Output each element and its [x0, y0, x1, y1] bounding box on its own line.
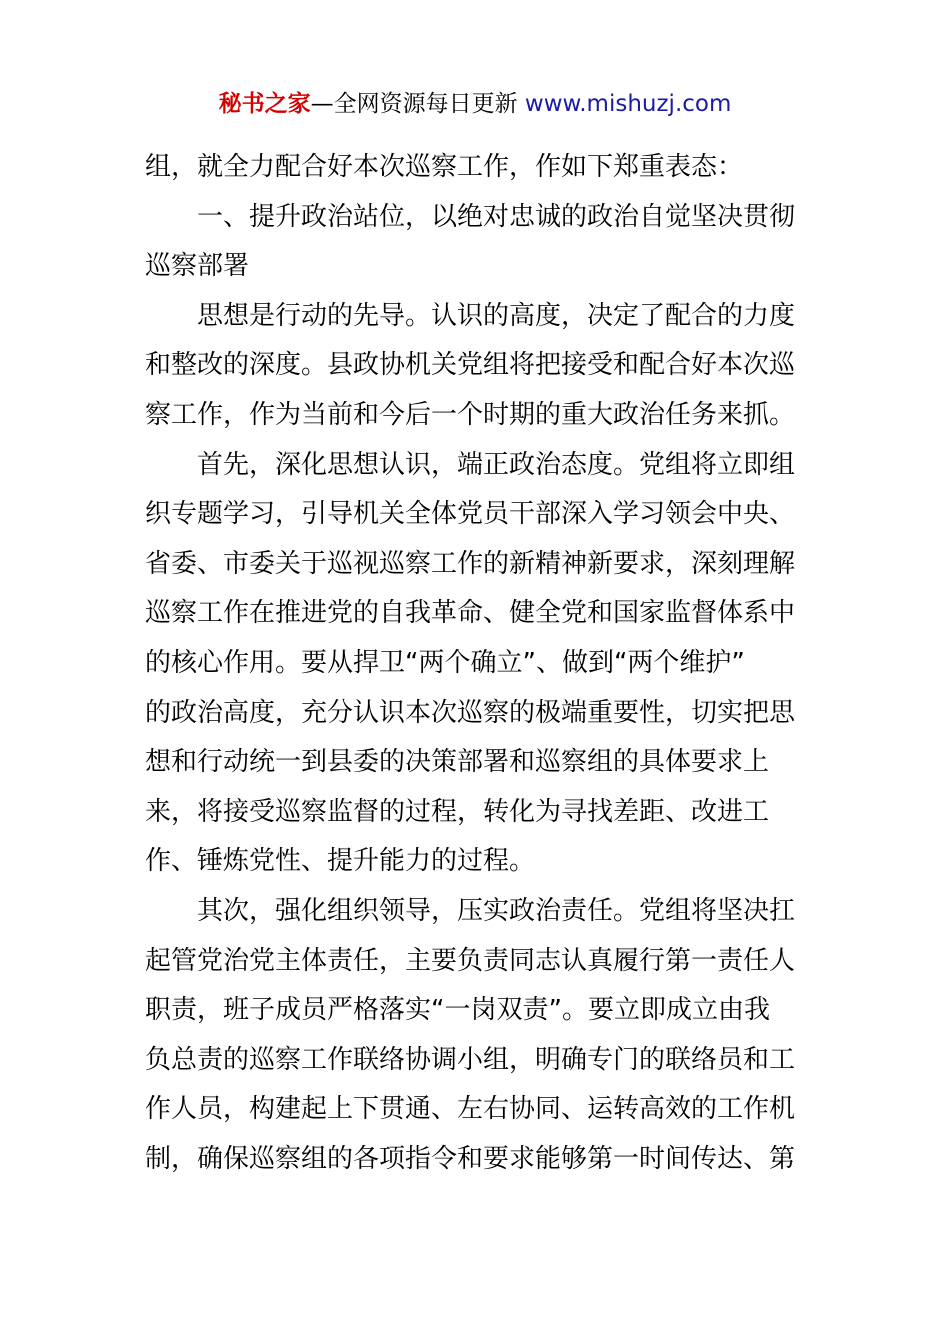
text-line: 作人员，构建起上下贯通、左右协同、运转高效的工作机	[145, 1094, 796, 1125]
text-line: 作、锤炼党性、提升能力的过程。	[145, 846, 536, 877]
text-line: 负总责的巡察工作联络协调小组，明确专门的联络员和工	[145, 1044, 796, 1075]
text-line: 织专题学习，引导机关全体党员干部深入学习领会中央、	[145, 499, 796, 530]
text-line: 组，就全力配合好本次巡察工作，作如下郑重表态：	[145, 152, 744, 182]
text-line: 和整改的深度。县政协机关党组将把接受和配合好本次巡	[145, 350, 796, 381]
text-line: 起管党治党主体责任，主要负责同志认真履行第一责任人	[145, 945, 796, 976]
section-heading-cont: 巡察部署	[145, 251, 250, 282]
text-line: 首先，深化思想认识，端正政治态度。党组将立即组	[197, 449, 796, 480]
text-line: 职责，班子成员严格落实“一岗双责”。要立即成立由我	[145, 995, 770, 1026]
text-line: 来，将接受巡察监督的过程，转化为寻找差距、改进工	[145, 796, 770, 827]
section-heading: 一、提升政治站位，以绝对忠诚的政治自觉坚决贯彻	[197, 201, 796, 232]
site-url-link[interactable]: www.mishuzj.com	[524, 91, 732, 117]
text-line: 巡察工作在推进党的自我革命、健全党和国家监督体系中	[145, 598, 796, 629]
text-line: 想和行动统一到县委的决策部署和巡察组的具体要求上	[145, 747, 770, 778]
site-header	[0, 88, 950, 120]
text-line: 制，确保巡察组的各项指令和要求能够第一时间传达、第	[145, 1143, 796, 1174]
brand-name: 秘书之家	[218, 91, 311, 117]
header-slogan: —全网资源每日更新	[310, 91, 525, 117]
text-line: 省委、市委关于巡视巡察工作的新精神新要求，深刻理解	[145, 548, 796, 579]
text-line: 的政治高度，充分认识本次巡察的极端重要性，切实把思	[145, 697, 796, 728]
text-line: 其次，强化组织领导，压实政治责任。党组将坚决扛	[197, 895, 796, 926]
text-line: 思想是行动的先导。认识的高度，决定了配合的力度	[197, 300, 796, 331]
text-line: 察工作，作为当前和今后一个时期的重大政治任务来抓。	[145, 399, 796, 430]
document-body	[145, 143, 810, 1184]
text-line: 的核心作用。要从捍卫“两个确立”、做到“两个维护”	[145, 647, 745, 678]
